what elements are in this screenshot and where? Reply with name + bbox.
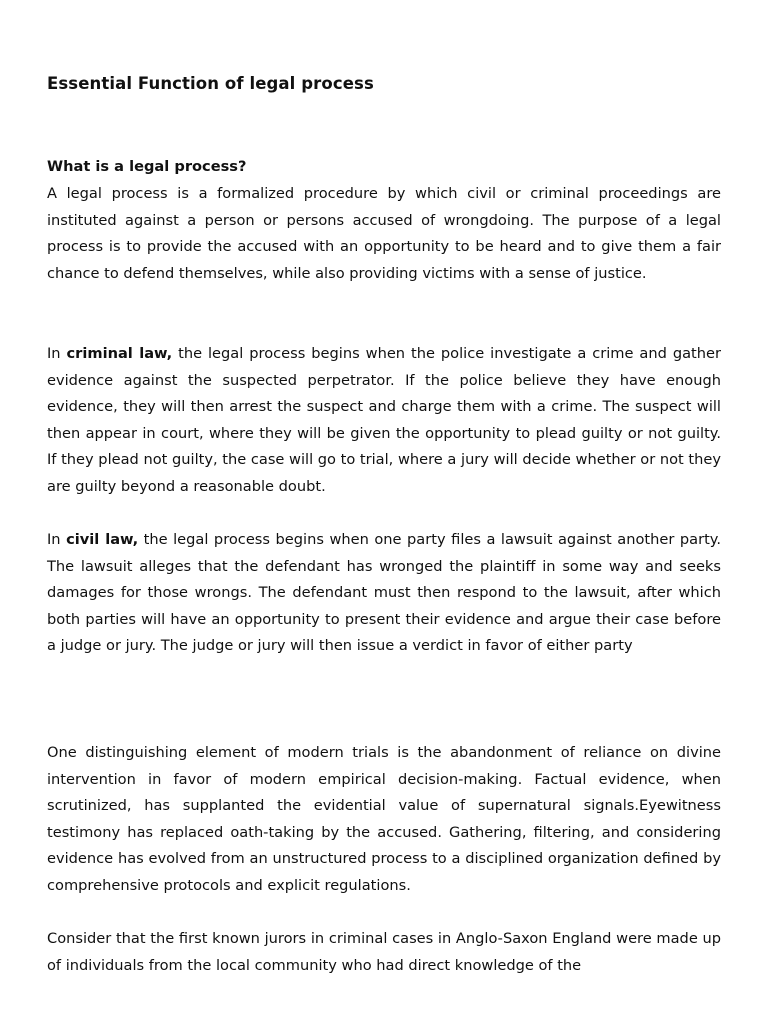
civil-law-term: civil law, [66, 531, 139, 548]
paragraph-body: the legal process begins when the police investigate a crime and gather evidence against the suspected perpetrator. If the police believe they have enough evidence, they will then arrest the suspect and charge them with a crime. The suspect will then appear in court, where they will be given the opportunity to plead guilty or not guilty. If they plead not guilty, the case will go to trial, where a jury will decide whether or not they are guilty beyond a reasonable doubt. [47, 345, 721, 495]
paragraph-definition: A legal process is a formalized procedure by which civil or criminal proceedings are instituted against a person or persons accused of wrongdoing. The purpose of a legal process is to provide the accused with an opportunity to be heard and to give them a fair chance to defend themselves, while also providing victims with a sense of justice. [47, 185, 721, 282]
document-title: Essential Function of legal process [47, 74, 374, 93]
paragraph-modern-trials: One distinguishing element of modern trials is the abandonment of reliance on divine intervention in favor of modern empirical decision-making. Factual evidence, when scrutinized, has supplanted the evidential value of supernatural signals.Eyewitness testimony has replaced oath-taking by the accused. Gathering, filtering, and considering evidence has evolved from an unstructured process to a disciplined organization defined by comprehensive protocols and explicit regulations. [47, 744, 721, 894]
paragraph-lead: In [47, 531, 67, 548]
paragraph-civil-law [47, 527, 721, 660]
paragraph-body: the legal process begins when one party files a lawsuit against another party. The lawsuit alleges that the defendant has wronged the plaintiff in some way and seeks damages for those wrongs. The defendant must then respond to the lawsuit, after which both parties will have an opportunity to present their evidence and argue their case before a judge or jury. The judge or jury will then issue a verdict in favor of either party [47, 531, 721, 655]
section-heading: What is a legal process? [47, 158, 247, 175]
paragraph-jurors: Consider that the first known jurors in criminal cases in Anglo-Saxon England were made up of individuals from the local community who had direct knowledge of the [47, 930, 721, 974]
paragraph-criminal-law [47, 341, 721, 501]
criminal-law-term: criminal law, [66, 345, 173, 362]
paragraph-lead: In [47, 345, 67, 362]
